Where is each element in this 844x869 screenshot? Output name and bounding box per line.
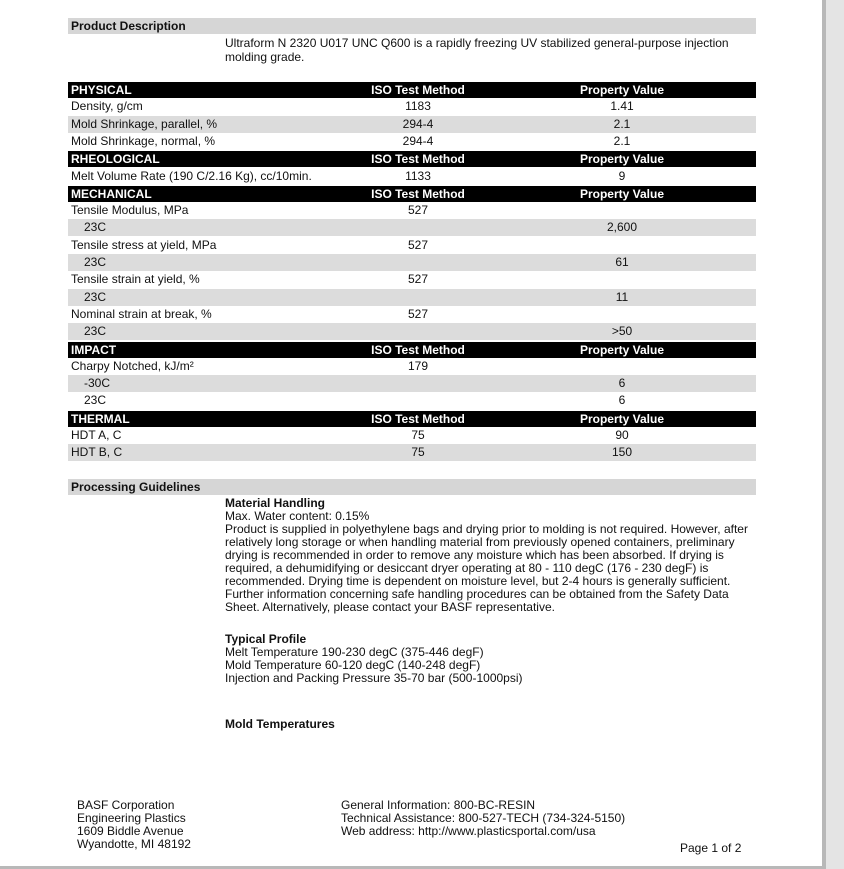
contact-line: Web address: http://www.plasticsportal.com/usa (341, 824, 596, 838)
rheological-section-header (68, 151, 756, 167)
section-title: THERMAL (71, 412, 130, 426)
test-method: 75 (411, 428, 425, 442)
value-column-header: Property Value (579, 83, 665, 97)
property-value: 150 (611, 445, 633, 459)
condition-label: -30C (84, 376, 111, 390)
method-column-header: ISO Test Method (371, 152, 465, 166)
mold-temperatures-title: Mold Temperatures (225, 717, 335, 731)
table-row (68, 116, 756, 133)
property-value: 9 (618, 169, 626, 183)
paragraph-line: Max. Water content: 0.15% (225, 509, 370, 523)
table-row (68, 358, 756, 375)
value-column-header: Property Value (579, 187, 665, 201)
method-column-header: ISO Test Method (371, 343, 465, 357)
address-line: 1609 Biddle Avenue (77, 824, 184, 838)
table-row (68, 202, 756, 219)
property-name: Tensile strain at yield, % (71, 272, 200, 286)
table-row (68, 254, 756, 271)
table-row (68, 392, 756, 409)
table-row (68, 219, 756, 236)
method-column-header: ISO Test Method (371, 412, 465, 426)
property-value: 6 (618, 393, 626, 407)
test-method: 294-4 (402, 117, 434, 131)
table-row (68, 289, 756, 306)
section-title: IMPACT (71, 343, 117, 357)
method-column-header: ISO Test Method (371, 83, 465, 97)
table-row (68, 306, 756, 323)
material-handling-block (225, 497, 765, 614)
property-value: 2.1 (613, 117, 631, 131)
test-method: 1183 (405, 99, 431, 113)
condition-label: 23C (84, 290, 107, 304)
property-value: 61 (615, 255, 629, 269)
impact-section-header (68, 342, 756, 358)
address-line: BASF Corporation (77, 798, 175, 812)
footer-address (77, 799, 191, 851)
property-value: 1.41 (610, 99, 634, 113)
profile-line: Melt Temperature 190-230 degC (375-446 degF) (225, 645, 484, 659)
property-value: 2.1 (613, 134, 631, 148)
physical-section-header (68, 82, 756, 98)
table-row (68, 323, 756, 340)
material-handling-title: Material Handling (225, 496, 326, 510)
profile-line: Mold Temperature 60-120 degC (140-248 degF) (225, 658, 481, 672)
value-column-header: Property Value (579, 412, 665, 426)
property-name: HDT A, C (71, 428, 122, 442)
paragraph-line: recommended. Drying time is dependent on moisture level, but 2-4 hours is generally sufficient. (225, 574, 731, 588)
paragraph-line: Further information concerning safe handling procedures can be obtained from the Safety Data (225, 587, 729, 601)
test-method: 527 (407, 238, 429, 252)
table-row (68, 237, 756, 254)
section-title: PHYSICAL (71, 83, 132, 97)
property-name: Mold Shrinkage, parallel, % (71, 117, 218, 131)
table-row (68, 133, 756, 150)
table-row (68, 168, 756, 185)
property-name: Nominal strain at break, % (71, 307, 212, 321)
property-name: HDT B, C (71, 445, 123, 459)
test-method: 1133 (405, 169, 431, 183)
address-line: Engineering Plastics (77, 811, 186, 825)
viewer-background (826, 0, 844, 869)
product-description-text (225, 36, 745, 64)
typical-profile-title: Typical Profile (225, 632, 307, 646)
paragraph-line: required, a dehumidifying or desiccant dryer operating at 80 - 110 degC (176 - 230 degF) is (225, 561, 709, 575)
paragraph-line: relatively long storage or when handling material from previously opened containers, preliminary (225, 535, 735, 549)
page-number: Page 1 of 2 (680, 841, 742, 855)
property-value: 11 (615, 290, 629, 304)
mechanical-section-header (68, 186, 756, 202)
address-line: Wyandotte, MI 48192 (77, 837, 191, 851)
paragraph-line: Product is supplied in polyethylene bags and drying prior to molding is not required. However, after (225, 522, 748, 536)
property-name: Melt Volume Rate (190 C/2.16 Kg), cc/10min. (71, 169, 312, 183)
section-title: MECHANICAL (71, 187, 152, 201)
condition-label: 23C (84, 255, 107, 269)
profile-line: Injection and Packing Pressure 35-70 bar (500-1000psi) (225, 671, 523, 685)
thermal-section-header (68, 411, 756, 427)
property-value: 6 (618, 376, 626, 390)
description-line: molding grade. (225, 50, 305, 64)
value-column-header: Property Value (579, 152, 665, 166)
product-description-heading: Product Description (68, 18, 756, 34)
test-method: 527 (407, 272, 429, 286)
property-value: >50 (611, 324, 633, 338)
footer-contact (341, 799, 625, 838)
property-value: 90 (615, 428, 629, 442)
processing-guidelines-heading: Processing Guidelines (68, 479, 756, 495)
table-row (68, 375, 756, 392)
property-name: Density, g/cm (71, 99, 143, 113)
contact-line: General Information: 800-BC-RESIN (341, 798, 536, 812)
property-name: Tensile Modulus, MPa (71, 203, 189, 217)
test-method: 527 (407, 307, 429, 321)
method-column-header: ISO Test Method (371, 187, 465, 201)
test-method: 294-4 (402, 134, 434, 148)
paragraph-line: Sheet. Alternatively, please contact your BASF representative. (225, 600, 555, 614)
property-name: Tensile stress at yield, MPa (71, 238, 217, 252)
table-row (68, 271, 756, 288)
test-method: 179 (407, 359, 429, 373)
property-value: 2,600 (606, 220, 638, 234)
condition-label: 23C (84, 393, 107, 407)
test-method: 527 (407, 203, 429, 217)
section-title: RHEOLOGICAL (71, 152, 160, 166)
contact-line: Technical Assistance: 800-527-TECH (734-324-5150) (341, 811, 626, 825)
property-name: Charpy Notched, kJ/m² (71, 359, 194, 373)
property-name: Mold Shrinkage, normal, % (71, 134, 216, 148)
typical-profile-block (225, 633, 765, 685)
condition-label: 23C (84, 220, 107, 234)
value-column-header: Property Value (579, 343, 665, 357)
table-row (68, 98, 756, 115)
mold-temperatures-block (225, 718, 765, 731)
table-row (68, 444, 756, 461)
test-method: 75 (411, 445, 425, 459)
condition-label: 23C (84, 324, 107, 338)
description-line: Ultraform N 2320 U017 UNC Q600 is a rapidly freezing UV stabilized general-purpose injection (225, 36, 729, 50)
paragraph-line: drying is recommended in order to remove any moisture which has been absorbed. If drying is (225, 548, 724, 562)
table-row (68, 427, 756, 444)
